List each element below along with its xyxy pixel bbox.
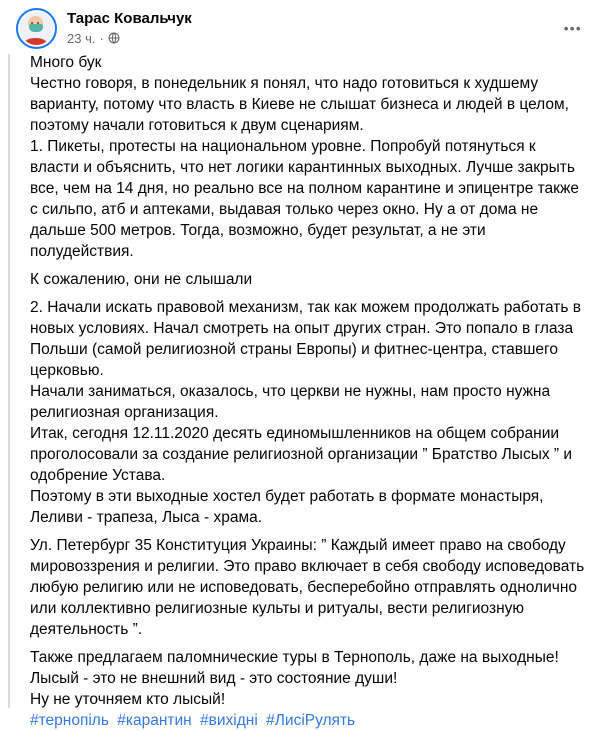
- post-line: Лысый - это не внешний вид - это состояние души!: [30, 670, 398, 687]
- globe-icon: [108, 32, 120, 47]
- more-options-button[interactable]: •••: [563, 21, 582, 36]
- hashtag-link[interactable]: #тернопіль: [30, 712, 109, 729]
- post-paragraph: [30, 269, 588, 290]
- left-edge-rule: [8, 54, 10, 708]
- timestamp[interactable]: 23 ч.: [67, 31, 96, 46]
- post-line: 2. Начали искать правовой механизм, так как можем продолжать работать в новых условиях. Начал смотреть на опыт других стран. Это попало в глаза Польши (самой религиозной страны Европы) и фитнес-центра, ставшего церковью.: [30, 299, 582, 379]
- hashtag-link[interactable]: #вихідні: [200, 712, 258, 729]
- hashtag-link[interactable]: #ЛисіРулять: [266, 712, 356, 729]
- post-text: [30, 52, 588, 731]
- dot-separator: ·: [99, 31, 104, 46]
- post-meta: [67, 31, 192, 47]
- post-line: Ул. Петербург 35 Конституция Украины: ” Каждый имеет право на свободу мировоззрения и религии. Это право включает в себя свободу исповедовать любую религию или не исповедовать, бесперебойно отправлять однолично или коллективно религиозные культы и ритуалы, вести религиозную деятельность ”.: [30, 537, 585, 638]
- post-paragraph: [30, 297, 588, 528]
- post-line: К сожалению, они не слышали: [30, 271, 253, 288]
- hashtag-link[interactable]: #карантин: [117, 712, 192, 729]
- post-line: Ну не уточняем кто лысый!: [30, 691, 226, 708]
- post-line: Много бук: [30, 54, 102, 71]
- post-line: Поэтому в эти выходные хостел будет работать в формате монастыря, Леливи - трапеза, Лыса - храма.: [30, 488, 544, 526]
- avatar-image: [20, 12, 53, 45]
- post-line: Также предлагаем паломнические туры в Тернополь, даже на выходные!: [30, 649, 559, 666]
- avatar-red-shape: [24, 38, 47, 45]
- avatar[interactable]: [16, 8, 57, 49]
- post-line: Честно говоря, в понедельник я понял, что надо готовиться к худшему варианту, потому что власть в Киеве не слышат бизнеса и людей в целом, поэтому начали готовиться к двум сценариям.: [30, 75, 569, 134]
- post-header: [16, 8, 590, 50]
- post-line: Начали заниматься, оказалось, что церкви не нужны, нам просто нужна религиозная организация.: [30, 383, 551, 421]
- post-paragraph: [30, 647, 588, 731]
- post-line: Итак, сегодня 12.11.2020 десять единомышленников на общем собрании проголосовали за создание религиозной организации ” Братство Лысых ” и одобрение Устава.: [30, 425, 573, 484]
- post-paragraph: [30, 52, 588, 262]
- hashtags-row: [30, 710, 588, 731]
- header-text: [67, 8, 192, 47]
- author-name[interactable]: Тарас Ковальчук: [67, 10, 192, 27]
- avatar-face-mask: [29, 24, 43, 32]
- post-paragraph: [30, 535, 588, 640]
- post-line: 1. Пикеты, протесты на национальном уровне. Попробуй потянуться к власти и объяснить, что нет логики карантинных выходных. Лучше закрыть все, чем на 14 дня, но реально все на полном карантине и эпицентре также с сильпо, атб и аптеками, выдавая только через окно. Ну а от дома не дальше 500 метров. Тогда, возможно, будет результат, а не эти полудействия.: [30, 138, 579, 260]
